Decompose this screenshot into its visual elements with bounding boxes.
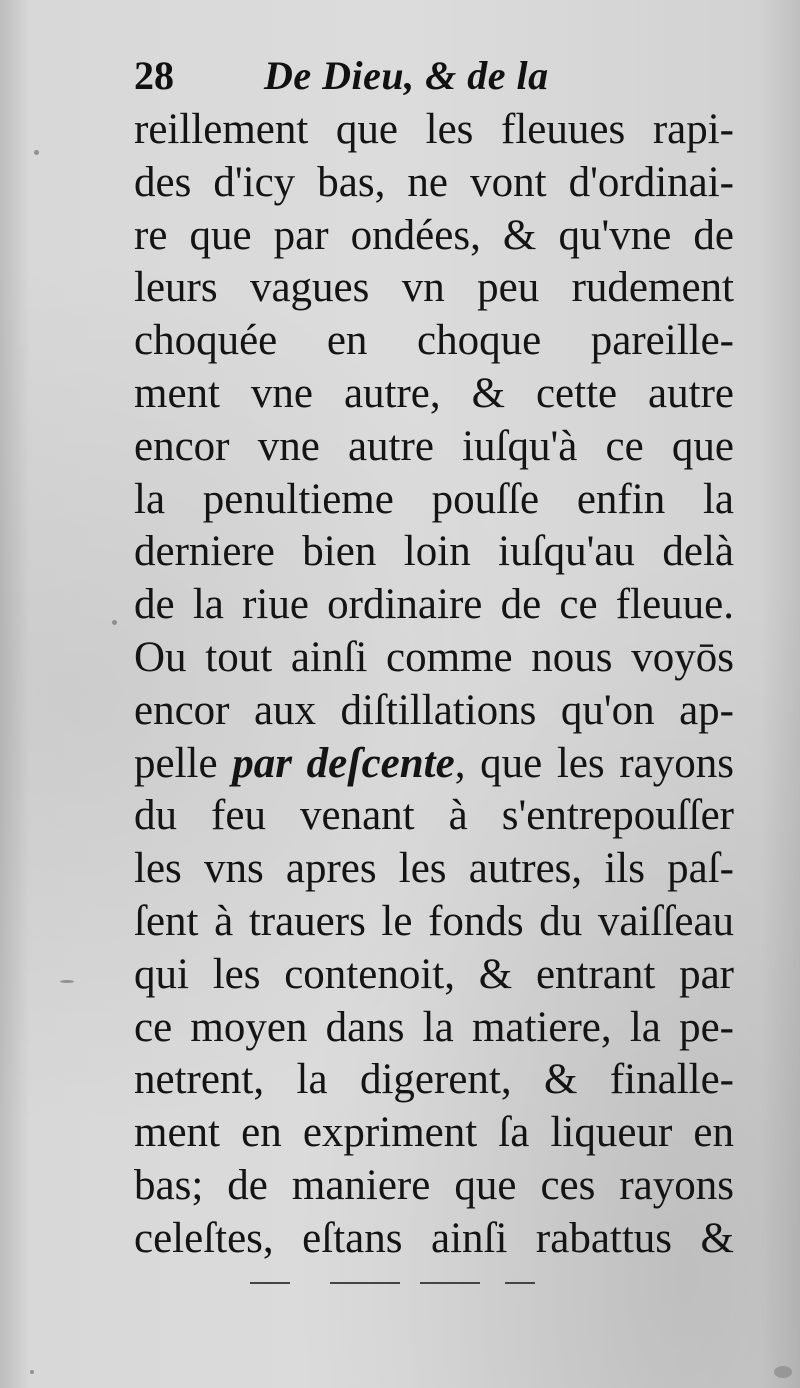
- text-line: ment vne autre, & cette autre: [134, 369, 734, 417]
- paper-speck: [30, 1370, 34, 1374]
- paper-speck: [112, 620, 117, 625]
- bleed-through-mark: [250, 1282, 290, 1284]
- text-line: de la riue ordinaire de ce fleuue.: [134, 581, 734, 629]
- text-line: bas; de maniere que ces rayons: [134, 1161, 734, 1209]
- text-line-with-italic: [134, 738, 734, 791]
- text-line: reillement que les fleuues rapi-: [134, 106, 734, 153]
- text-line: choquée en choque pareille-: [134, 317, 734, 365]
- text-line: qui les contenoit, & entrant par: [134, 950, 734, 998]
- paper-speck: [34, 150, 39, 155]
- text-line: re que par ondées, & qu'vne de: [134, 211, 734, 259]
- text-line: ment en expriment ſa liqueur en: [134, 1109, 734, 1157]
- text-line: encor aux diſtillations qu'on ap-: [134, 686, 734, 734]
- page-header: [134, 52, 754, 102]
- paper-speck: [60, 980, 74, 983]
- text-line: ce moyen dans la matiere, la pe-: [134, 1003, 734, 1051]
- text-line: leurs vagues vn peu rudement: [134, 264, 734, 312]
- text-line: netrent, la digerent, & finalle-: [134, 1056, 734, 1104]
- body-text: [134, 104, 734, 1266]
- text-line: les vns apres les autres, ils paſ-: [134, 845, 734, 893]
- text-line: ſent à trauers le fonds du vaiſſeau: [134, 897, 734, 945]
- text-line: du feu venant à s'entrepouſſer: [134, 792, 734, 840]
- text-line: des d'icy bas, ne vont d'ordinai-: [134, 158, 734, 206]
- running-title: De Dieu, & de la: [264, 53, 549, 98]
- text-line: la penultieme pouſſe enfin la: [134, 475, 734, 523]
- bleed-through-mark: [505, 1282, 535, 1284]
- bleed-through-mark: [330, 1282, 400, 1284]
- italic-phrase: par deſcente: [232, 739, 455, 787]
- page-number: 28: [134, 53, 174, 98]
- text-line: derniere bien loin iuſqu'au delà: [134, 528, 734, 576]
- paper-speck: [774, 1366, 792, 1378]
- text-segment: , que les rayons: [454, 739, 734, 787]
- bleed-through-mark: [420, 1282, 480, 1284]
- text-segment: pelle: [134, 739, 233, 787]
- text-line: encor vne autre iuſqu'à ce que: [134, 422, 734, 470]
- text-line: celeſtes, eſtans ainſi rabattus &: [134, 1214, 734, 1262]
- text-line: Ou tout ainſi comme nous voyōs: [134, 633, 734, 681]
